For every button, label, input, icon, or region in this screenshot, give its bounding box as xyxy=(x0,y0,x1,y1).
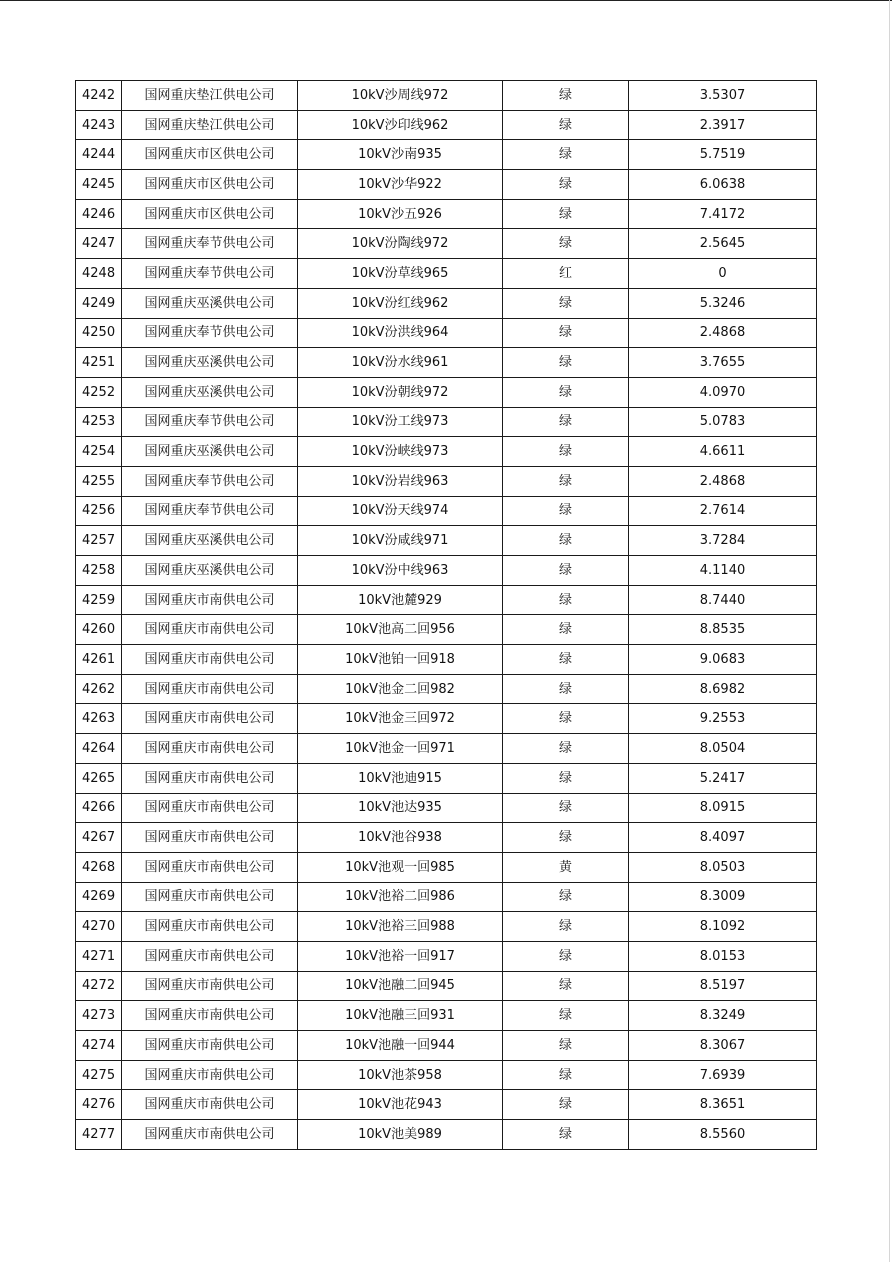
status-cell: 绿 xyxy=(503,110,629,140)
table-row xyxy=(76,615,817,645)
row-number-cell: 4264 xyxy=(76,734,122,764)
status-cell: 绿 xyxy=(503,288,629,318)
value-cell: 8.0504 xyxy=(629,734,817,764)
line-name-cell: 10kV汾岩线963 xyxy=(298,466,503,496)
table-row xyxy=(76,259,817,289)
value-cell: 7.6939 xyxy=(629,1060,817,1090)
row-number-cell: 4253 xyxy=(76,407,122,437)
line-name-cell: 10kV沙南935 xyxy=(298,140,503,170)
status-cell: 绿 xyxy=(503,377,629,407)
company-cell: 国网重庆垫江供电公司 xyxy=(122,81,298,111)
table-row xyxy=(76,823,817,853)
row-number-cell: 4247 xyxy=(76,229,122,259)
value-cell: 3.7655 xyxy=(629,348,817,378)
table-row xyxy=(76,704,817,734)
table-row xyxy=(76,882,817,912)
value-cell: 8.3249 xyxy=(629,1001,817,1031)
value-cell: 2.5645 xyxy=(629,229,817,259)
row-number-cell: 4248 xyxy=(76,259,122,289)
row-number-cell: 4256 xyxy=(76,496,122,526)
status-cell: 绿 xyxy=(503,407,629,437)
status-cell: 绿 xyxy=(503,1031,629,1061)
line-name-cell: 10kV池裕一回917 xyxy=(298,941,503,971)
status-cell: 绿 xyxy=(503,556,629,586)
status-cell: 绿 xyxy=(503,941,629,971)
company-cell: 国网重庆市区供电公司 xyxy=(122,170,298,200)
table-row xyxy=(76,941,817,971)
company-cell: 国网重庆市南供电公司 xyxy=(122,912,298,942)
table-row xyxy=(76,526,817,556)
company-cell: 国网重庆市区供电公司 xyxy=(122,140,298,170)
line-name-cell: 10kV池花943 xyxy=(298,1090,503,1120)
company-cell: 国网重庆巫溪供电公司 xyxy=(122,437,298,467)
value-cell: 2.3917 xyxy=(629,110,817,140)
value-cell: 9.0683 xyxy=(629,645,817,675)
value-cell: 8.5560 xyxy=(629,1120,817,1150)
row-number-cell: 4250 xyxy=(76,318,122,348)
row-number-cell: 4261 xyxy=(76,645,122,675)
line-name-cell: 10kV池金二回982 xyxy=(298,674,503,704)
row-number-cell: 4277 xyxy=(76,1120,122,1150)
company-cell: 国网重庆市南供电公司 xyxy=(122,734,298,764)
value-cell: 8.0503 xyxy=(629,852,817,882)
line-name-cell: 10kV池茶958 xyxy=(298,1060,503,1090)
status-cell: 绿 xyxy=(503,912,629,942)
table-row xyxy=(76,437,817,467)
table-row xyxy=(76,1031,817,1061)
table-row xyxy=(76,793,817,823)
status-cell: 黄 xyxy=(503,852,629,882)
line-name-cell: 10kV池金三回972 xyxy=(298,704,503,734)
table-row xyxy=(76,348,817,378)
line-name-cell: 10kV池裕二回986 xyxy=(298,882,503,912)
company-cell: 国网重庆市南供电公司 xyxy=(122,704,298,734)
line-name-cell: 10kV池达935 xyxy=(298,793,503,823)
value-cell: 8.5197 xyxy=(629,971,817,1001)
table-row xyxy=(76,912,817,942)
line-name-cell: 10kV池麓929 xyxy=(298,585,503,615)
line-name-cell: 10kV池美989 xyxy=(298,1120,503,1150)
value-cell: 9.2553 xyxy=(629,704,817,734)
line-name-cell: 10kV池高二回956 xyxy=(298,615,503,645)
status-cell: 绿 xyxy=(503,170,629,200)
row-number-cell: 4265 xyxy=(76,763,122,793)
value-cell: 7.4172 xyxy=(629,199,817,229)
table-row xyxy=(76,585,817,615)
row-number-cell: 4273 xyxy=(76,1001,122,1031)
line-name-cell: 10kV池裕三回988 xyxy=(298,912,503,942)
value-cell: 2.4868 xyxy=(629,318,817,348)
table-row xyxy=(76,556,817,586)
status-cell: 绿 xyxy=(503,496,629,526)
table-row xyxy=(76,199,817,229)
status-cell: 绿 xyxy=(503,1120,629,1150)
value-cell: 4.6611 xyxy=(629,437,817,467)
line-name-cell: 10kV池谷938 xyxy=(298,823,503,853)
page-right-edge xyxy=(889,0,890,1262)
company-cell: 国网重庆市南供电公司 xyxy=(122,645,298,675)
row-number-cell: 4262 xyxy=(76,674,122,704)
value-cell: 4.0970 xyxy=(629,377,817,407)
table-row xyxy=(76,140,817,170)
table-body xyxy=(76,81,817,1150)
table-row xyxy=(76,81,817,111)
table-row xyxy=(76,1090,817,1120)
company-cell: 国网重庆市南供电公司 xyxy=(122,615,298,645)
line-name-cell: 10kV汾工线973 xyxy=(298,407,503,437)
value-cell: 8.3009 xyxy=(629,882,817,912)
row-number-cell: 4263 xyxy=(76,704,122,734)
value-cell: 8.1092 xyxy=(629,912,817,942)
company-cell: 国网重庆市南供电公司 xyxy=(122,1031,298,1061)
value-cell: 8.8535 xyxy=(629,615,817,645)
row-number-cell: 4244 xyxy=(76,140,122,170)
table-row xyxy=(76,170,817,200)
status-cell: 绿 xyxy=(503,1001,629,1031)
company-cell: 国网重庆奉节供电公司 xyxy=(122,407,298,437)
table-row xyxy=(76,110,817,140)
row-number-cell: 4274 xyxy=(76,1031,122,1061)
value-cell: 5.2417 xyxy=(629,763,817,793)
row-number-cell: 4251 xyxy=(76,348,122,378)
status-cell: 红 xyxy=(503,259,629,289)
company-cell: 国网重庆巫溪供电公司 xyxy=(122,288,298,318)
value-cell: 8.0153 xyxy=(629,941,817,971)
value-cell: 8.7440 xyxy=(629,585,817,615)
status-cell: 绿 xyxy=(503,466,629,496)
status-cell: 绿 xyxy=(503,1090,629,1120)
line-name-cell: 10kV池铂一回918 xyxy=(298,645,503,675)
status-cell: 绿 xyxy=(503,763,629,793)
line-name-cell: 10kV池金一回971 xyxy=(298,734,503,764)
company-cell: 国网重庆市南供电公司 xyxy=(122,971,298,1001)
row-number-cell: 4269 xyxy=(76,882,122,912)
row-number-cell: 4246 xyxy=(76,199,122,229)
value-cell: 8.3067 xyxy=(629,1031,817,1061)
company-cell: 国网重庆奉节供电公司 xyxy=(122,318,298,348)
company-cell: 国网重庆市南供电公司 xyxy=(122,941,298,971)
line-name-cell: 10kV汾朝线972 xyxy=(298,377,503,407)
row-number-cell: 4267 xyxy=(76,823,122,853)
company-cell: 国网重庆市南供电公司 xyxy=(122,585,298,615)
line-name-cell: 10kV池融三回931 xyxy=(298,1001,503,1031)
value-cell: 6.0638 xyxy=(629,170,817,200)
row-number-cell: 4245 xyxy=(76,170,122,200)
company-cell: 国网重庆市南供电公司 xyxy=(122,1120,298,1150)
table-row xyxy=(76,1001,817,1031)
company-cell: 国网重庆市南供电公司 xyxy=(122,1001,298,1031)
table-row xyxy=(76,318,817,348)
line-name-cell: 10kV汾咸线971 xyxy=(298,526,503,556)
row-number-cell: 4271 xyxy=(76,941,122,971)
line-name-cell: 10kV沙印线962 xyxy=(298,110,503,140)
table-row xyxy=(76,377,817,407)
status-cell: 绿 xyxy=(503,526,629,556)
row-number-cell: 4249 xyxy=(76,288,122,318)
status-cell: 绿 xyxy=(503,645,629,675)
company-cell: 国网重庆市南供电公司 xyxy=(122,674,298,704)
status-cell: 绿 xyxy=(503,437,629,467)
company-cell: 国网重庆巫溪供电公司 xyxy=(122,526,298,556)
value-cell: 5.7519 xyxy=(629,140,817,170)
table-row xyxy=(76,645,817,675)
company-cell: 国网重庆市南供电公司 xyxy=(122,823,298,853)
row-number-cell: 4272 xyxy=(76,971,122,1001)
status-cell: 绿 xyxy=(503,793,629,823)
row-number-cell: 4260 xyxy=(76,615,122,645)
value-cell: 8.0915 xyxy=(629,793,817,823)
company-cell: 国网重庆奉节供电公司 xyxy=(122,259,298,289)
status-cell: 绿 xyxy=(503,348,629,378)
company-cell: 国网重庆市南供电公司 xyxy=(122,763,298,793)
row-number-cell: 4255 xyxy=(76,466,122,496)
row-number-cell: 4259 xyxy=(76,585,122,615)
line-name-cell: 10kV汾红线962 xyxy=(298,288,503,318)
data-table xyxy=(75,80,817,1150)
value-cell: 8.6982 xyxy=(629,674,817,704)
status-cell: 绿 xyxy=(503,229,629,259)
status-cell: 绿 xyxy=(503,585,629,615)
value-cell: 2.7614 xyxy=(629,496,817,526)
status-cell: 绿 xyxy=(503,199,629,229)
table-row xyxy=(76,288,817,318)
company-cell: 国网重庆奉节供电公司 xyxy=(122,229,298,259)
value-cell: 3.5307 xyxy=(629,81,817,111)
table-row xyxy=(76,971,817,1001)
value-cell: 8.4097 xyxy=(629,823,817,853)
status-cell: 绿 xyxy=(503,318,629,348)
table-row xyxy=(76,466,817,496)
line-name-cell: 10kV沙华922 xyxy=(298,170,503,200)
company-cell: 国网重庆巫溪供电公司 xyxy=(122,348,298,378)
line-name-cell: 10kV汾天线974 xyxy=(298,496,503,526)
status-cell: 绿 xyxy=(503,140,629,170)
status-cell: 绿 xyxy=(503,971,629,1001)
company-cell: 国网重庆市南供电公司 xyxy=(122,793,298,823)
status-cell: 绿 xyxy=(503,674,629,704)
company-cell: 国网重庆市南供电公司 xyxy=(122,1060,298,1090)
value-cell: 5.3246 xyxy=(629,288,817,318)
row-number-cell: 4275 xyxy=(76,1060,122,1090)
company-cell: 国网重庆市南供电公司 xyxy=(122,852,298,882)
row-number-cell: 4252 xyxy=(76,377,122,407)
status-cell: 绿 xyxy=(503,615,629,645)
line-name-cell: 10kV池观一回985 xyxy=(298,852,503,882)
status-cell: 绿 xyxy=(503,823,629,853)
row-number-cell: 4276 xyxy=(76,1090,122,1120)
table-row xyxy=(76,1120,817,1150)
company-cell: 国网重庆巫溪供电公司 xyxy=(122,377,298,407)
status-cell: 绿 xyxy=(503,882,629,912)
company-cell: 国网重庆市南供电公司 xyxy=(122,1090,298,1120)
row-number-cell: 4254 xyxy=(76,437,122,467)
status-cell: 绿 xyxy=(503,734,629,764)
row-number-cell: 4242 xyxy=(76,81,122,111)
line-name-cell: 10kV沙周线972 xyxy=(298,81,503,111)
status-cell: 绿 xyxy=(503,1060,629,1090)
row-number-cell: 4270 xyxy=(76,912,122,942)
table-row xyxy=(76,496,817,526)
line-name-cell: 10kV池融二回945 xyxy=(298,971,503,1001)
line-name-cell: 10kV汾峡线973 xyxy=(298,437,503,467)
row-number-cell: 4266 xyxy=(76,793,122,823)
company-cell: 国网重庆奉节供电公司 xyxy=(122,496,298,526)
value-cell: 8.3651 xyxy=(629,1090,817,1120)
company-cell: 国网重庆巫溪供电公司 xyxy=(122,556,298,586)
line-name-cell: 10kV池迪915 xyxy=(298,763,503,793)
row-number-cell: 4243 xyxy=(76,110,122,140)
status-cell: 绿 xyxy=(503,704,629,734)
page-top-border xyxy=(0,0,892,1)
company-cell: 国网重庆奉节供电公司 xyxy=(122,466,298,496)
row-number-cell: 4257 xyxy=(76,526,122,556)
row-number-cell: 4258 xyxy=(76,556,122,586)
table-row xyxy=(76,734,817,764)
line-name-cell: 10kV汾洪线964 xyxy=(298,318,503,348)
status-cell: 绿 xyxy=(503,81,629,111)
table-row xyxy=(76,1060,817,1090)
row-number-cell: 4268 xyxy=(76,852,122,882)
value-cell: 5.0783 xyxy=(629,407,817,437)
value-cell: 2.4868 xyxy=(629,466,817,496)
table-row xyxy=(76,852,817,882)
value-cell: 3.7284 xyxy=(629,526,817,556)
line-name-cell: 10kV汾水线961 xyxy=(298,348,503,378)
line-name-cell: 10kV沙五926 xyxy=(298,199,503,229)
company-cell: 国网重庆市南供电公司 xyxy=(122,882,298,912)
line-name-cell: 10kV汾中线963 xyxy=(298,556,503,586)
table-row xyxy=(76,229,817,259)
table-row xyxy=(76,763,817,793)
line-name-cell: 10kV池融一回944 xyxy=(298,1031,503,1061)
company-cell: 国网重庆垫江供电公司 xyxy=(122,110,298,140)
table-row xyxy=(76,674,817,704)
line-name-cell: 10kV汾草线965 xyxy=(298,259,503,289)
line-name-cell: 10kV汾陶线972 xyxy=(298,229,503,259)
table-row xyxy=(76,407,817,437)
value-cell: 4.1140 xyxy=(629,556,817,586)
value-cell: 0 xyxy=(629,259,817,289)
company-cell: 国网重庆市区供电公司 xyxy=(122,199,298,229)
